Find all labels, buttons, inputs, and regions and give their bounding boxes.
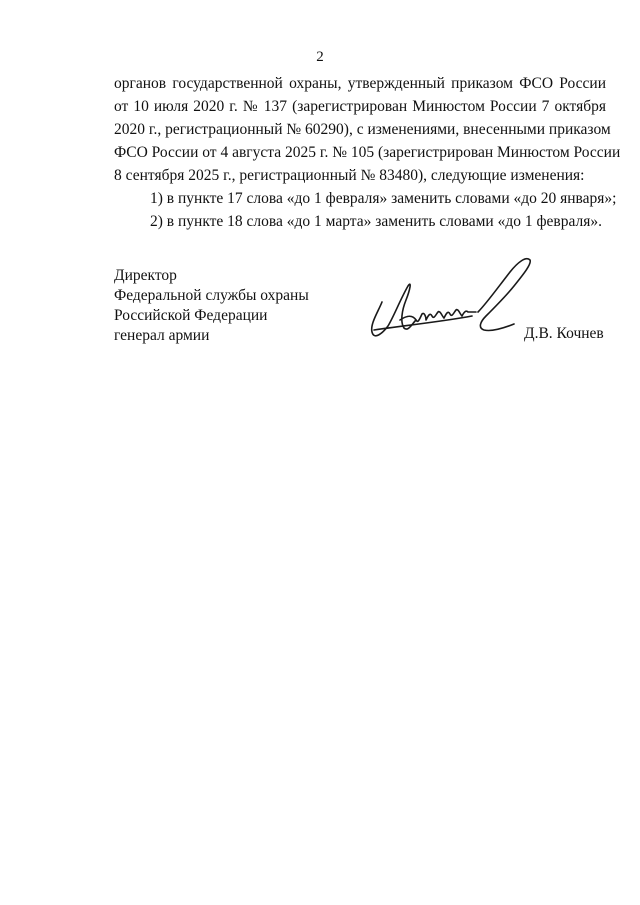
paragraph-line: ФСО России от 4 августа 2025 г. № 105 (зарегистрирован Минюстом России (114, 144, 621, 161)
signatory-name: Д.В. Кочнев (524, 325, 604, 342)
amendment-item-1: 1) в пункте 17 слова «до 1 февраля» заменить словами «до 20 января»; (150, 190, 617, 207)
paragraph-line: 8 сентября 2025 г., регистрационный № 83480), следующие изменения: (114, 167, 585, 184)
signatory-title (114, 266, 309, 346)
signature-flourish (478, 259, 530, 331)
paragraph-line: 2020 г., регистрационный № 60290), с изменениями, внесенными приказом (114, 121, 611, 138)
document-body (114, 72, 621, 233)
signatory-title-line: Директор (114, 267, 177, 284)
paragraph-line: от 10 июля 2020 г. № 137 (зарегистрирован Минюстом России 7 октября (114, 98, 606, 115)
signatory-title-line: Федеральной службы охраны (114, 287, 309, 304)
paragraph-line: органов государственной охраны, утвержденный приказом ФСО России (114, 75, 606, 92)
amendment-paragraph (114, 72, 621, 187)
signature-underline (374, 316, 472, 330)
signature-middle-stroke (400, 310, 476, 322)
handwritten-signature (360, 250, 540, 350)
page-number: 2 (316, 49, 324, 65)
signatory-title-line: генерал армии (114, 327, 210, 344)
amendment-item-2: 2) в пункте 18 слова «до 1 марта» заменить словами «до 1 февраля». (150, 213, 602, 230)
signatory-title-line: Российской Федерации (114, 307, 268, 324)
